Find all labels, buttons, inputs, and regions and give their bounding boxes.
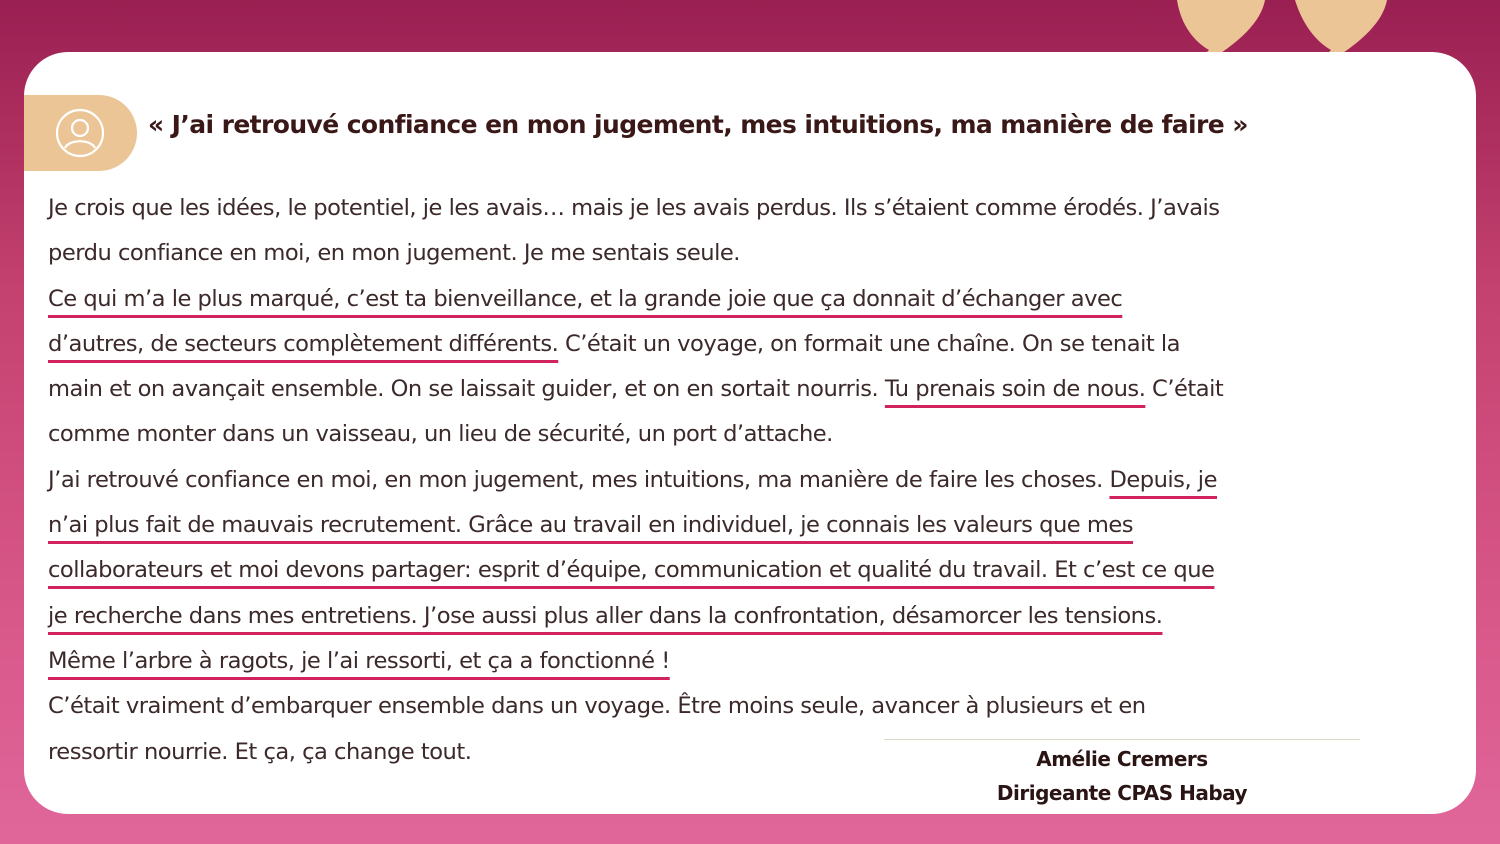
- highlight-underline: d’autres, de secteurs complètement différents.: [48, 330, 559, 357]
- signature-role: Dirigeante CPAS Habay: [996, 781, 1248, 805]
- user-circle-icon: [54, 107, 106, 159]
- body-line: Je crois que les idées, le potentiel, je les avais… mais je les avais perdus. Ils s’étaient comme érodés. J’avais: [48, 195, 1220, 221]
- body-segment: C’était: [1145, 376, 1224, 403]
- body-line: [48, 458, 1468, 503]
- highlight-underline: n’ai plus fait de mauvais recrutement. Grâce au travail en individuel, je connais les valeurs que mes: [48, 512, 1134, 539]
- body-line: [48, 277, 1468, 322]
- body-line: [48, 639, 1468, 684]
- highlight-underline: Depuis, je: [1109, 466, 1217, 493]
- testimonial-headline: « J’ai retrouvé confiance en mon jugement, mes intuitions, ma manière de faire »: [148, 110, 1248, 139]
- body-line: perdu confiance en moi, en mon jugement. Je me sentais seule.: [48, 240, 740, 267]
- signature-name: Amélie Cremers: [1036, 747, 1208, 771]
- highlight-underline: Tu prenais soin de nous.: [884, 376, 1146, 403]
- highlight-underline: Ce qui m’a le plus marqué, c’est ta bienveillance, et la grande joie que ça donnait d’échanger avec: [48, 285, 1123, 312]
- body-segment: main et on avançait ensemble. On se laissait guider, et on en sortait nourris.: [48, 376, 885, 403]
- body-line: C’était vraiment d’embarquer ensemble dans un voyage. Être moins seule, avancer à plusieurs et en: [48, 693, 1146, 720]
- body-line: [48, 367, 1468, 412]
- highlight-underline: Même l’arbre à ragots, je l’ai ressorti, et ça a fonctionné !: [48, 647, 670, 674]
- body-line: [48, 548, 1468, 593]
- avatar-tab: [24, 95, 137, 171]
- signature-divider: [884, 739, 1360, 740]
- testimonial-card: [24, 52, 1476, 814]
- highlight-underline: collaborateurs et moi devons partager: esprit d’équipe, communication et qualité du travail. Et c’est ce que: [48, 557, 1215, 584]
- highlight-underline: je recherche dans mes entretiens. J’ose aussi plus aller dans la confrontation, désamorcer les tensions.: [48, 602, 1163, 629]
- signature: [984, 742, 1260, 810]
- body-segment: J’ai retrouvé confiance en moi, en mon jugement, mes intuitions, ma manière de faire les choses.: [48, 466, 1110, 493]
- testimonial-body: [48, 186, 1468, 775]
- body-line: ressortir nourrie. Et ça, ça change tout.: [48, 738, 472, 765]
- body-line: [48, 503, 1468, 548]
- body-line: [48, 322, 1468, 367]
- body-line: [48, 594, 1468, 639]
- body-line: comme monter dans un vaisseau, un lieu de sécurité, un port d’attache.: [48, 421, 833, 448]
- body-segment: C’était un voyage, on formait une chaîne. On se tenait la: [558, 330, 1181, 357]
